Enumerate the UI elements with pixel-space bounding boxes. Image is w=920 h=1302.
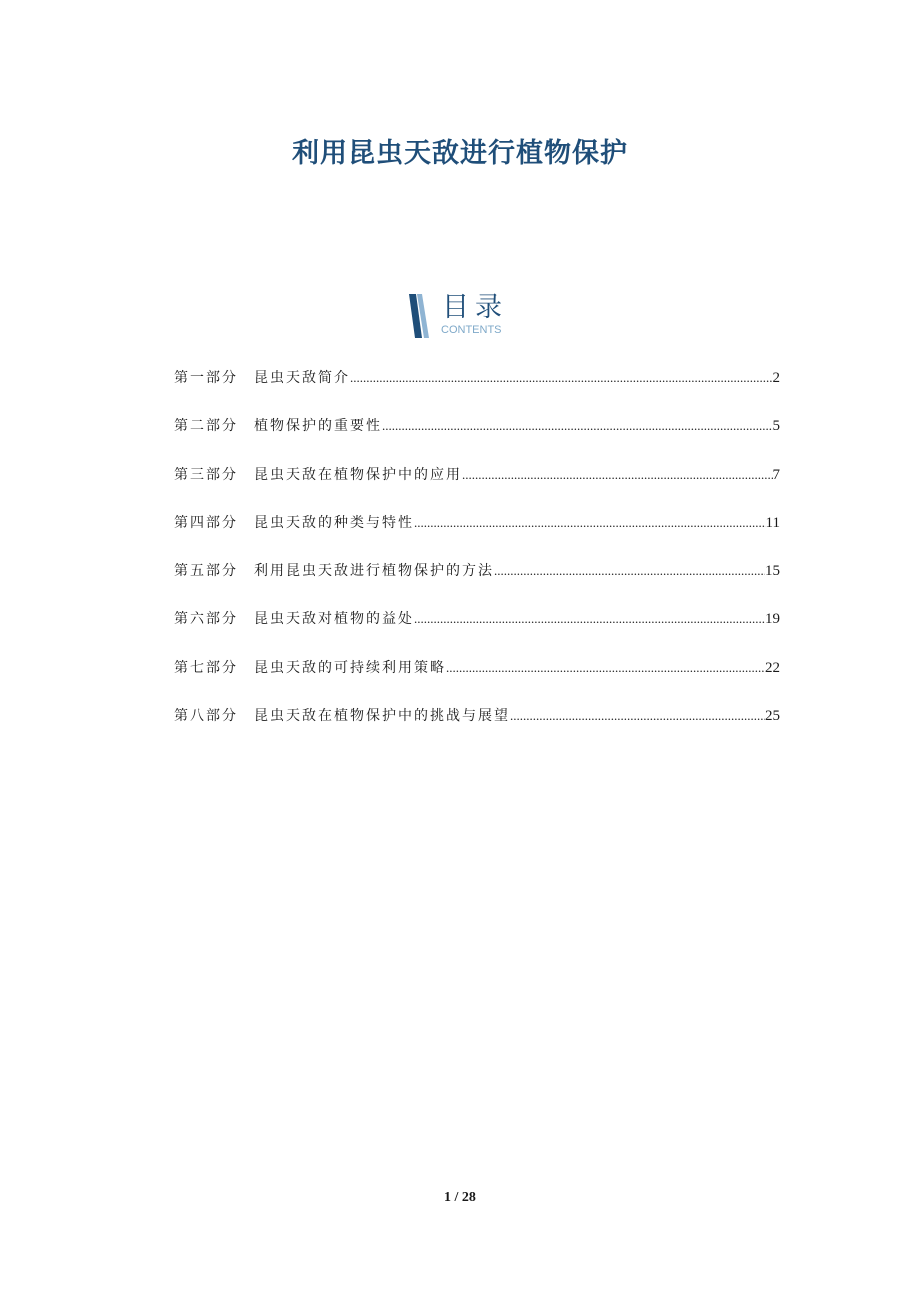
toc-entry-page: 22 [765,659,780,676]
document-title: 利用昆虫天敌进行植物保护 [292,138,628,170]
toc-heading [408,294,528,338]
page-number: 1 / 28 [444,1190,476,1205]
toc-entry-title: 利用昆虫天敌进行植物保护的方法 [254,563,494,580]
toc-entry-page: 25 [765,708,780,725]
toc-entry-title: 昆虫天敌对植物的益处 [254,611,414,628]
toc-entry-title: 昆虫天敌在植物保护中的应用 [254,466,462,483]
toc-entry-leader [510,702,765,730]
toc-entry-title: 植物保护的重要性 [254,418,382,435]
toc-entry[interactable] [174,557,780,605]
toc-entry[interactable] [174,654,780,702]
toc-entry[interactable] [174,605,780,653]
toc-entry-leader [494,557,765,585]
toc-entry-title: 昆虫天敌的种类与特性 [254,514,414,531]
toc-entry-title: 昆虫天敌在植物保护中的挑战与展望 [254,708,510,725]
toc-entry-leader [446,654,765,682]
toc-entry-page: 5 [772,418,780,435]
toc-entry[interactable] [174,412,780,460]
toc-entry-part: 第一部分 [174,370,238,386]
toc-entry-page: 11 [765,514,780,531]
toc-entry-part: 第六部分 [174,611,238,628]
toc-heading-text: 目录 [442,292,508,323]
toc-entry-part: 第三部分 [174,466,238,483]
toc-entry[interactable] [174,461,780,509]
toc-entry-part: 第五部分 [174,563,238,580]
toc-heading-english: CONTENTS [441,324,502,336]
toc-entry-page: 15 [765,563,780,580]
toc-entry-part: 第四部分 [174,514,238,531]
toc-list [174,364,780,750]
toc-entry-page: 2 [772,370,780,386]
toc-entry[interactable] [174,702,780,750]
toc-entry[interactable] [174,509,780,557]
toc-entry-part: 第二部分 [174,418,238,435]
toc-logo-icon [408,294,430,338]
toc-entry-title: 昆虫天敌的可持续利用策略 [254,659,446,676]
toc-entry-part: 第七部分 [174,659,238,676]
toc-entry-page: 19 [765,611,780,628]
toc-entry-leader [414,605,765,633]
toc-entry-leader [414,509,766,537]
toc-entry-leader [350,364,773,392]
toc-entry[interactable] [174,364,780,412]
toc-entry-part: 第八部分 [174,708,238,725]
toc-entry-title: 昆虫天敌简介 [254,370,350,386]
toc-entry-leader [462,461,773,489]
toc-entry-page: 7 [772,466,780,483]
toc-entry-leader [382,412,773,440]
